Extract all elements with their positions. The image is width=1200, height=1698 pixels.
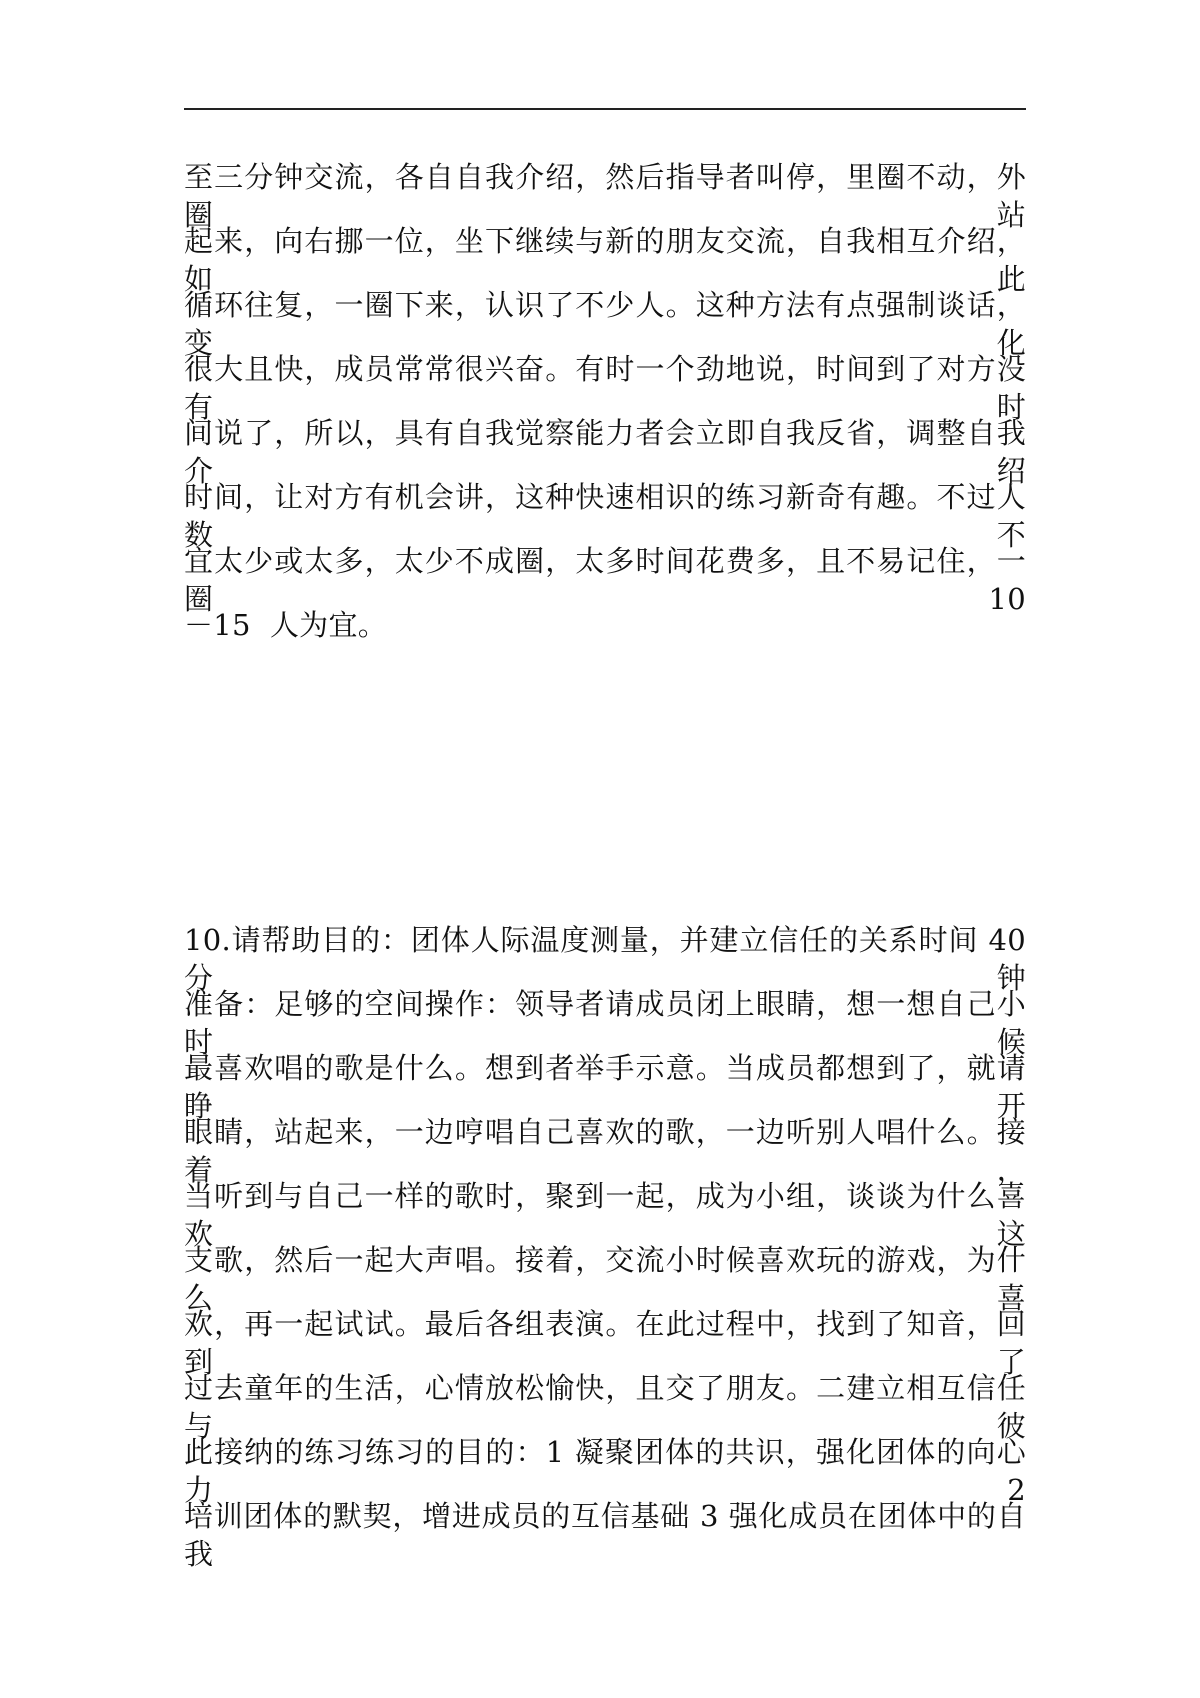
paragraph-2-line: 过去童年的生活，心情放松愉快，且交了朋友。二建立相互信任与彼 — [184, 1371, 1026, 1443]
paragraph-2-line: 眼睛，站起来，一边哼唱自己喜欢的歌，一边听别人唱什么。接着， — [184, 1115, 1026, 1187]
paragraph-2-line: 此接纳的练习练习的目的：1 凝聚团体的共识，强化团体的向心力 2 — [184, 1435, 1026, 1507]
paragraph-2-line: 欢，再一起试试。最后各组表演。在此过程中，找到了知音，回到了 — [184, 1307, 1026, 1379]
paragraph-1-line: 很大且快，成员常常很兴奋。有时一个劲地说，时间到了对方没有时 — [184, 352, 1026, 424]
paragraph-1-line: 循环往复，一圈下来，认识了不少人。这种方法有点强制谈话，变化 — [184, 288, 1026, 360]
paragraph-1-line: 宜太少或太多，太少不成圈，太多时间花费多，且不易记住，一圈 10 — [184, 544, 1026, 616]
header-rule — [184, 108, 1026, 110]
paragraph-1-line: 时间，让对方有机会讲，这种快速相识的练习新奇有趣。不过人数不 — [184, 480, 1026, 552]
paragraph-1-line: 间说了，所以，具有自我觉察能力者会立即自我反省，调整自我介绍 — [184, 416, 1026, 488]
paragraph-2-line: 最喜欢唱的歌是什么。想到者举手示意。当成员都想到了，就请睁开 — [184, 1051, 1026, 1123]
paragraph-2-line: 支歌，然后一起大声唱。接着，交流小时候喜欢玩的游戏，为什么喜 — [184, 1243, 1026, 1315]
paragraph-2-line: 当听到与自己一样的歌时，聚到一起，成为小组，谈谈为什么喜欢这 — [184, 1179, 1026, 1251]
paragraph-2-line: 准备：足够的空间操作：领导者请成员闭上眼睛，想一想自己小时候 — [184, 987, 1026, 1059]
paragraph-2-line: 培训团体的默契，增进成员的互信基础 3 强化成员在团体中的自我 — [184, 1499, 1026, 1571]
paragraph-2-line: 10.请帮助目的：团体人际温度测量，并建立信任的关系时间 40 分钟 — [184, 923, 1026, 995]
paragraph-1-line: 至三分钟交流，各自自我介绍，然后指导者叫停，里圈不动，外圈站 — [184, 160, 1026, 232]
paragraph-1-line: －15 人为宜。 — [184, 608, 388, 642]
paragraph-1-line: 起来，向右挪一位，坐下继续与新的朋友交流，自我相互介绍，如此 — [184, 224, 1026, 296]
